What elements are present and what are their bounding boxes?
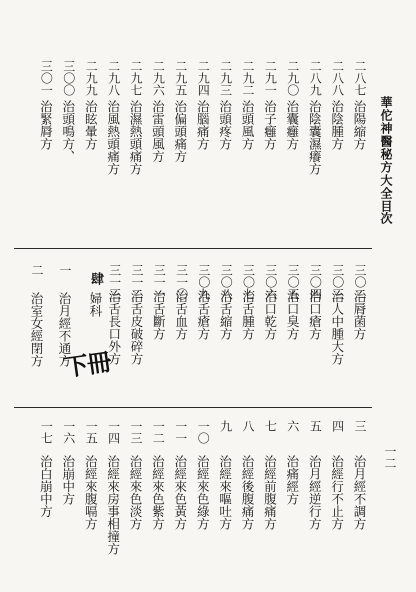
- entry-number: 三一〇: [174, 264, 189, 300]
- entry-number: 一二: [151, 420, 166, 444]
- entry-title: 治經來色黃方: [172, 455, 188, 530]
- entry-title: 治經來色紫方: [150, 455, 166, 530]
- entry-number: 三〇七: [241, 264, 256, 300]
- entry-number: 二九二: [241, 60, 255, 96]
- entry-title: 治雷頭風方: [150, 100, 166, 163]
- volume-stamp: 下冊: [62, 346, 113, 383]
- entry-title: 治緊脣方: [38, 100, 54, 150]
- entry-title: 治口乾方: [262, 290, 278, 340]
- entry-number: 二九九: [84, 60, 99, 96]
- entry-title: 治室女經閉方: [29, 292, 44, 367]
- band-divider-top: [14, 248, 372, 249]
- entry-number: 二九一: [263, 60, 278, 96]
- entry-number: 二九七: [129, 60, 143, 96]
- entry-number: 三一一: [152, 264, 167, 300]
- entry-title: 治口瘡方: [307, 290, 323, 340]
- entry-number: 六: [285, 420, 300, 432]
- entry-number: 二九三: [218, 60, 233, 96]
- entry-title: 治腦痛方: [195, 100, 211, 150]
- entry-title: 治經來房事相撞方: [105, 455, 121, 555]
- entry-title: 治偏頭痛方: [172, 100, 188, 163]
- entry-title: 治眩暈方: [83, 100, 99, 150]
- entry-number: 三一二: [130, 264, 144, 300]
- entry-number: 三〇八: [219, 264, 234, 300]
- entry-title: 治頭疼方: [217, 100, 233, 150]
- entry-title: 治舌縮方: [218, 290, 234, 340]
- entry-title: 治月經逆行方: [307, 455, 323, 530]
- entry-number: 三〇二: [353, 264, 367, 300]
- entry-title: 治囊癰方: [284, 100, 300, 150]
- entry-number: 二九六: [151, 60, 166, 96]
- book-title: 華佗神醫秘方大全: [379, 96, 393, 200]
- entry-number: 一六: [61, 420, 76, 444]
- entry-number: 三〇〇: [61, 60, 76, 96]
- entry-title: 治舌長口外方: [106, 290, 122, 365]
- entry-title: 治崩中方: [60, 455, 76, 505]
- entry-number: 一一: [173, 420, 188, 444]
- entry-title: 治濕熱頭痛方: [128, 100, 143, 175]
- entry-title: 治經來色綠方: [195, 455, 211, 530]
- entry-number: 一〇: [196, 420, 211, 444]
- entry-title: 治口臭方: [285, 290, 301, 340]
- entry-title: 治經後腹痛方: [240, 455, 255, 530]
- entry-number: 二九四: [196, 60, 211, 96]
- entry-number: 三〇四: [308, 264, 323, 300]
- entry-number: 二八九: [308, 60, 323, 96]
- entry-title: 治舌瘡方: [195, 290, 211, 340]
- entry-title: 治經前腹痛方: [262, 455, 278, 530]
- entry-number: 五: [308, 420, 323, 432]
- entry-number: 二九八: [106, 60, 121, 96]
- entry-title: 治陽縮方: [352, 100, 367, 150]
- entry-number: 四: [330, 420, 345, 432]
- entry-number: 三: [353, 420, 367, 432]
- band-divider-bottom: [14, 407, 372, 408]
- entry-title: 治月經不通方: [57, 292, 72, 367]
- entry-number: 八: [241, 420, 255, 432]
- entry-title: 治子癰方: [262, 100, 278, 150]
- entry-number: 一五: [84, 420, 99, 444]
- entry-number: 二八八: [330, 60, 345, 96]
- entry-number: 二: [30, 264, 44, 276]
- entry-number: 二九〇: [285, 60, 300, 96]
- entry-title: 治頭風方: [240, 100, 255, 150]
- entry-number: 三〇六: [263, 264, 278, 300]
- entry-number: 一四: [106, 420, 121, 444]
- entry-title: 治經來嘔吐方: [217, 455, 233, 530]
- entry-number: 七: [263, 420, 278, 432]
- part-heading-name: 婦科: [88, 292, 103, 317]
- section-label: 目次: [379, 200, 393, 224]
- entry-number: 三一三: [107, 264, 122, 300]
- entry-title: 治經來腹嗝方: [83, 455, 99, 530]
- entry-number: 一三: [129, 420, 143, 444]
- entry-number: 三〇三: [330, 264, 345, 300]
- entry-title: 治痛經方: [284, 455, 300, 505]
- entry-title: 治月經不調方: [352, 455, 367, 530]
- entry-title: 治舌斷方: [151, 290, 167, 340]
- entry-number: 三〇九: [196, 264, 211, 300]
- page-number: 一二: [383, 445, 397, 469]
- entry-number: 三〇一: [39, 60, 54, 96]
- entry-number: 一: [58, 264, 72, 276]
- entry-title: 治脣菌方: [352, 290, 367, 340]
- entry-number: 二八七: [353, 60, 367, 96]
- entry-number: 二九五: [173, 60, 188, 96]
- part-heading-label: 肆: [88, 272, 103, 285]
- entry-title: 治風熱頭痛方: [105, 100, 121, 175]
- entry-title: 治陰腫方: [329, 100, 345, 150]
- entry-number: 一七: [39, 420, 54, 444]
- entry-title: 治陰囊濕癢方: [307, 100, 323, 175]
- entry-number: 九: [218, 420, 233, 432]
- entry-title: 治人中腫大方: [329, 290, 345, 365]
- entry-title: 治舌皮破碎方: [129, 290, 144, 365]
- entry-title: 治舌血方: [173, 290, 189, 340]
- entry-title: 治頭鳴方、: [60, 100, 76, 163]
- entry-title: 治舌腫方: [240, 290, 256, 340]
- entry-title: 治經來色淡方: [128, 455, 143, 530]
- entry-title: 治經行不止方: [329, 455, 345, 530]
- entry-number: 三〇五: [286, 264, 301, 300]
- entry-title: 治白崩中方: [38, 455, 54, 518]
